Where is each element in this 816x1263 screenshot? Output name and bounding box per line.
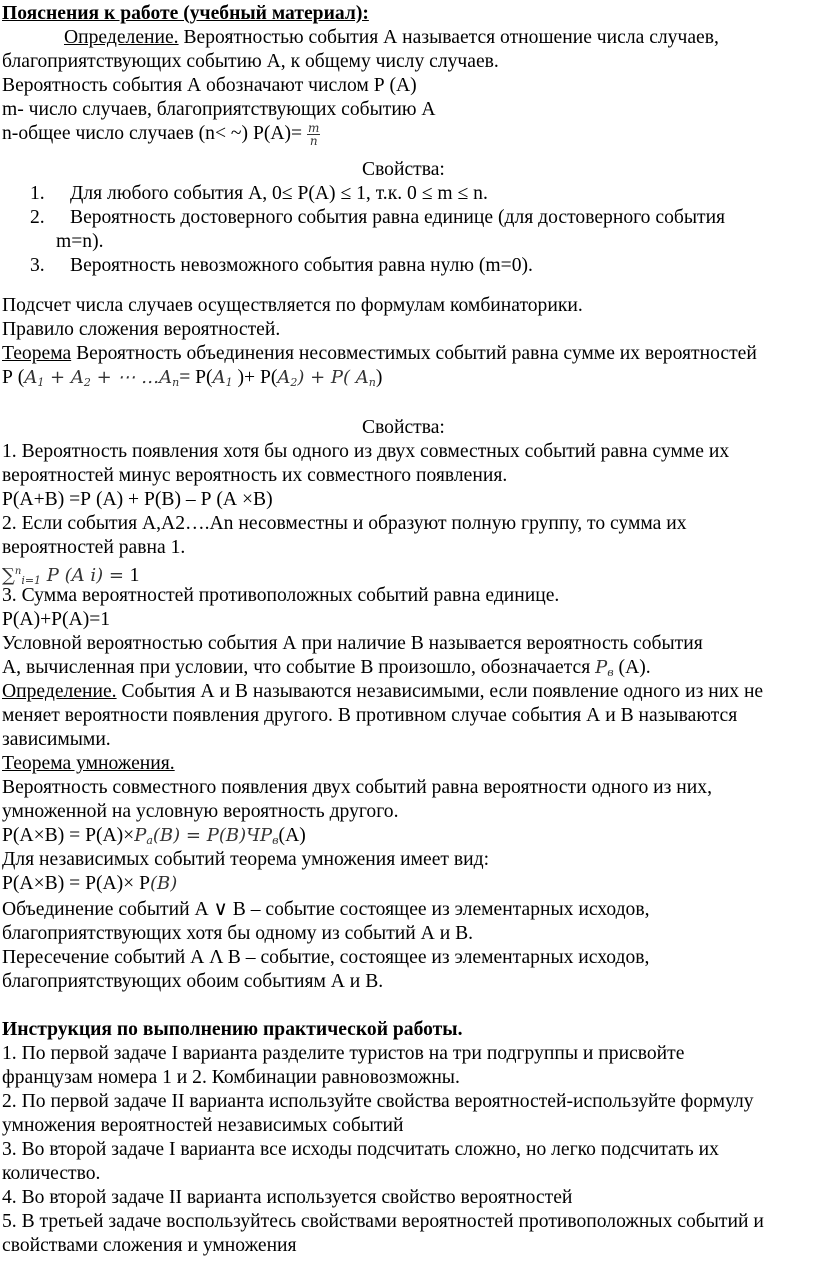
sum-value: 1 <box>129 565 140 586</box>
mult-formula-e: (А) <box>278 825 306 846</box>
property-item-3 <box>30 254 533 278</box>
property-text: Вероятность невозможного события равна нулю (m=0). <box>70 255 533 276</box>
formula-a1: $A_1$ <box>212 367 233 389</box>
intersection-line-2: благоприятствующих обоим событиям А и В. <box>2 971 384 992</box>
property-num: 1. <box>30 183 45 204</box>
definition-line-1 <box>2 26 719 50</box>
addition-formula <box>2 366 382 395</box>
sum-symbol: ∑$^n_{i=1}$ P (A i) = <box>2 565 130 587</box>
property-num: 2. <box>30 207 45 228</box>
mult-formula-c: (B) = P(B)Ч <box>152 825 261 846</box>
n-definition <box>2 122 320 147</box>
mult-formula-a: Р(А×В) = Р(А)× <box>2 825 135 846</box>
independence-line-3: зависимыми. <box>2 729 111 750</box>
conditional-text: А, вычисленная при условии, что событие В произошло, обозначается <box>2 657 596 678</box>
independence-label: Определение. <box>2 681 117 702</box>
formula-a2-tail: $A_2) + P$( $A_n$ <box>277 367 376 389</box>
instruction-line: 3. Во второй задаче I варианта все исходы подсчитать сложно, но легко подсчитать их <box>2 1139 719 1160</box>
mult-formula-pa <box>134 825 278 846</box>
independent-formula-a: Р(А×В) = Р(А)× Р <box>2 873 151 894</box>
instruction-line: умножения вероятностей независимых событий <box>2 1115 404 1136</box>
fraction-denominator: n <box>309 134 318 148</box>
multiplication-title: Теорема умножения. <box>2 753 175 774</box>
property-num: 3. <box>30 255 45 276</box>
instruction-line: 4. Во второй задаче II варианта используется свойство вероятностей <box>2 1187 573 1208</box>
mult-sub-b: в <box>272 834 279 847</box>
formula-sum-expression: $A_1 + A_2$ + ⋯ $\dots A_n$ <box>24 367 180 389</box>
independent-line: Для независимых событий теорема умножения имеет вид: <box>2 849 490 870</box>
intersection-line-1: Пересечение событий А Λ В – событие, состоящее из элементарных исходов, <box>2 947 650 968</box>
formula-mid: = Р( <box>179 367 213 388</box>
conditional-symbol <box>595 657 614 678</box>
prop2-1-formula: Р(А+В) =Р (А) + Р(В) – Р (А ×В) <box>2 489 273 510</box>
conditional-tail: (А). <box>613 657 651 678</box>
n-definition-text: n-общее число случаев (n< ~) Р(А)= <box>2 123 307 144</box>
fraction-numerator: m <box>308 121 320 135</box>
multiplication-line-2: умноженной на условную вероятность другого. <box>2 801 399 822</box>
union-line-1: Объединение событий А ∨ В – событие состоящее из элементарных исходов, <box>2 899 650 920</box>
mult-p: P <box>134 825 147 846</box>
property-text: Вероятность достоверного события равна единице (для достоверного события <box>70 207 726 228</box>
theorem-line <box>2 342 757 366</box>
theorem-text: Вероятность объединения несовместимых событий равна сумме их вероятностей <box>71 343 757 364</box>
instruction-line: французам номера 1 и 2. Комбинации равновозможны. <box>2 1067 460 1088</box>
independence-definition <box>2 680 763 704</box>
m-definition: m- число случаев, благоприятствующих событию А <box>2 99 436 120</box>
prop2-1a: 1. Вероятность появления хотя бы одного из двух совместных событий равна сумме их <box>2 441 730 462</box>
instruction-line: 5. В третьей задаче воспользуйтесь свойствами вероятностей противоположных событий и <box>2 1211 764 1232</box>
probability-notation: Вероятность события А обозначают числом Р (А) <box>2 75 417 96</box>
sum-glyph: ∑ <box>2 565 15 586</box>
properties-title-2: Свойства: <box>362 417 445 438</box>
formula-plus: )+ Р( <box>232 367 278 388</box>
probability-fraction <box>307 122 320 147</box>
multiplication-line-1: Вероятность совместного появления двух событий равна вероятности одного из них, <box>2 777 712 798</box>
sum-body: P (A i) = <box>46 565 130 586</box>
conditional-p: P <box>595 657 608 678</box>
prop2-2a: 2. Если события А,А2….Аn несовместны и образуют полную группу, то сумма их <box>2 513 687 534</box>
independence-line-2: меняет вероятности появления другого. В противном случае события А и В называются <box>2 705 738 726</box>
formula-close: ) <box>375 367 383 388</box>
mult-sub-a: a <box>146 834 153 847</box>
conditional-sub: в <box>607 666 614 679</box>
section-title: Пояснения к работе (учебный материал): <box>2 3 369 24</box>
independence-text: События А и В называются независимыми, если появление одного из них не <box>116 681 764 702</box>
mult-p2: P <box>260 825 273 846</box>
property-item-2-cont: m=n). <box>56 231 104 252</box>
definition-label: Определение. <box>64 27 179 48</box>
prop2-2b: вероятностей равна 1. <box>2 537 186 558</box>
prop2-3-formula: Р(А)+Р(А)=1 <box>2 609 111 630</box>
addition-rule-title: Правило сложения вероятностей. <box>2 319 281 340</box>
prop2-3a: 3. Сумма вероятностей противоположных событий равна единице. <box>2 585 560 606</box>
property-item-1 <box>30 182 488 206</box>
combinatorics-line: Подсчет числа случаев осуществляется по формулам комбинаторики. <box>2 295 583 316</box>
instruction-line: 2. По первой задаче II варианта используйте свойства вероятностей-используйте формулу <box>2 1091 754 1112</box>
instruction-line: свойствами сложения и умножения <box>2 1235 297 1256</box>
union-line-2: благоприятствующих хотя бы одному из событий А и В. <box>2 923 474 944</box>
independent-formula <box>2 872 177 896</box>
property-item-2 <box>30 206 725 230</box>
property-text: Для любого события А, 0≤ Р(А) ≤ 1, т.к. 0 ≤ m ≤ n. <box>70 183 488 204</box>
theorem-label: Теорема <box>2 343 72 364</box>
definition-text: Вероятностью события А называется отношение числа случаев, <box>178 27 719 48</box>
conditional-line-1: Условной вероятностью события А при наличие В называется вероятность события <box>2 633 703 654</box>
properties-title-1: Свойства: <box>362 159 445 180</box>
instruction-line: 1. По первой задаче I варианта разделите туристов на три подгруппы и присвойте <box>2 1043 685 1064</box>
formula-prefix: Р ( <box>2 367 25 388</box>
instructions-title: Инструкция по выполнению практической работы. <box>2 1019 463 1040</box>
prop2-1b: вероятностей минус вероятность их совместного появления. <box>2 465 508 486</box>
definition-line-2: благоприятствующих событию А, к общему числу случаев. <box>2 51 499 72</box>
instruction-line: количество. <box>2 1163 101 1184</box>
independent-formula-b: (B) <box>150 873 178 894</box>
